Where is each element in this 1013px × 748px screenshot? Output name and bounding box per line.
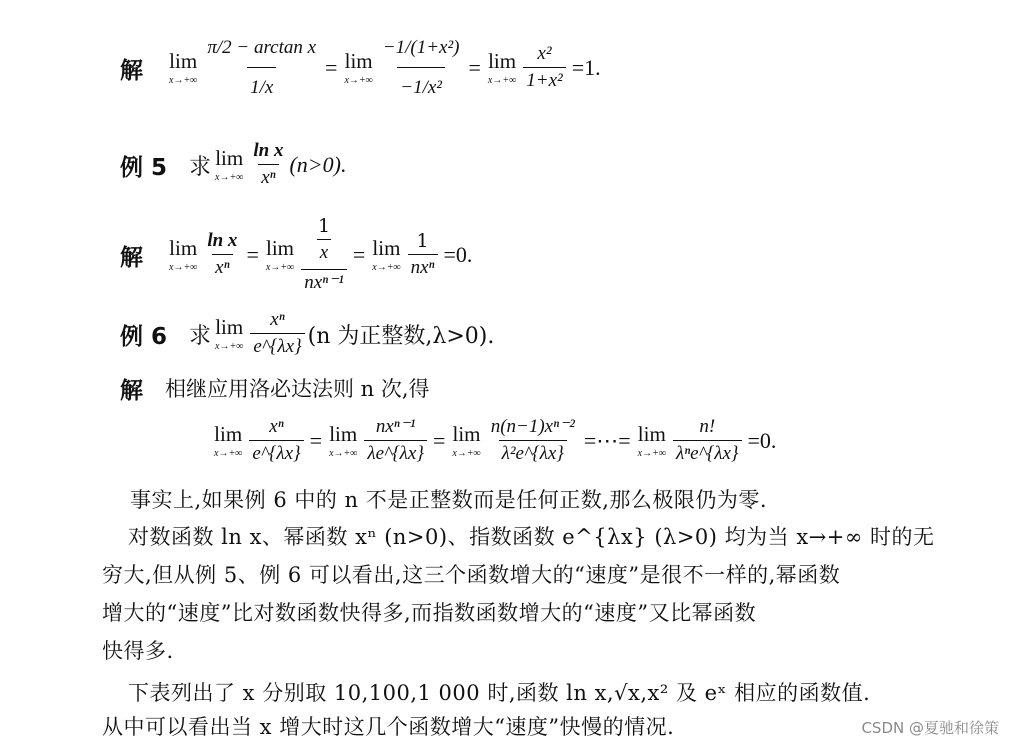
fraction-2: $\frac{\text{−1/(1+x²)}}{\text{−1/x²}}$: [382, 36, 460, 98]
limit-operator: lim x→+∞: [215, 145, 244, 183]
example-label: 例 5: [120, 154, 168, 181]
result: =0.: [443, 242, 473, 267]
example6-solution-equation: lim x→+∞ $\frac{\text{xⁿ}}{e\^{}\{\lambda x\}}$ = lim x→+∞ $\frac{\text{nxⁿ⁻¹}}{\lambda e\^{}\{\lambda x\}}$ = lim x→+∞ $\frac{\text{n(n−1)xⁿ⁻²}}{\text{λ²e\textasciicircum{}\{λx\}}}$ =⋯= lim x→+∞ $\frac{n!}{\text{λⁿe\textasciicircum{}\{λx\}}}$ =0.: [214, 416, 777, 464]
result: =1.: [571, 55, 601, 80]
solution-label: 解: [120, 244, 143, 271]
example-label: 例 6: [120, 323, 168, 350]
prompt-text: 求: [189, 323, 212, 349]
example6-statement: [120, 305, 494, 363]
limit-operator: lim x→+∞: [637, 421, 666, 459]
limit-operator: lim x→+∞: [452, 421, 481, 459]
limit-operator: lim x→+∞: [169, 48, 198, 86]
fraction-1: $\frac{\text{π/2 − arctan x}}{1/x}$: [207, 36, 317, 98]
fraction-1: $\frac{\text{xⁿ}}{e\^{}\{\lambda x\}}$: [249, 417, 303, 465]
fraction: $\frac{\text{ln x}}{\text{xⁿ}}$: [253, 140, 284, 188]
paragraph-2-line-1: 对数函数 ln x、幂函数 xⁿ (n>0)、指数函数 e^{λx} (λ>0) 均为当 x→+∞ 时的无: [128, 525, 935, 549]
fraction-1: $\frac{\text{ln x}}{\text{xⁿ}}$: [207, 230, 238, 278]
limit-operator: lim x→+∞: [215, 314, 244, 352]
example4-solution: 解 lim x→+∞ $\frac{\text{π/2 − arctan x}}{1/x}$ = lim x→+∞ $\frac{\text{−1/(1+x²)}}{\text{−1/x²}}$ = lim x→+∞ $\frac{\text{x²}}{\text{1+x²}}$ =1.: [120, 36, 601, 98]
ellipsis: =⋯=: [583, 428, 631, 453]
limit-operator: lim x→+∞: [372, 235, 401, 273]
solution-text: 相继应用洛必达法则 n 次,得: [165, 377, 430, 401]
example5-solution: 解 lim x→+∞ $\frac{\text{ln x}}{\text{xⁿ}}$ = lim x→+∞ $\frac{\frac{1}{x}}{\text{nxⁿ⁻¹}}$ = lim x→+∞ $\frac{1}{\text{nxⁿ}}$ =0.: [120, 214, 473, 294]
fraction-2: $\frac{\frac{1}{x}}{\text{nxⁿ⁻¹}}$: [301, 216, 347, 295]
condition: (n 为正整数,λ>0).: [307, 323, 495, 349]
fraction: $\frac{\text{xⁿ}}{e\^{}\{\lambda x\}}$: [250, 310, 304, 358]
paragraph-3-line-1: 下表列出了 x 分别取 10,100,1 000 时,函数 ln x,√x,x² 及 eˣ 相应的函数值.: [128, 681, 871, 705]
paragraph-2-line-2: 穷大,但从例 5、例 6 可以看出,这三个函数增大的“速度”是很不一样的,幂函数: [102, 563, 841, 587]
example6-solution-intro: [120, 370, 430, 406]
limit-operator: lim x→+∞: [344, 48, 373, 86]
limit-operator: lim x→+∞: [169, 235, 198, 273]
limit-operator: lim x→+∞: [329, 421, 358, 459]
limit-operator: lim x→+∞: [214, 421, 243, 459]
paragraph-1: 事实上,如果例 6 中的 n 不是正整数而是任何正数,那么极限仍为零.: [130, 488, 768, 512]
limit-operator: lim x→+∞: [265, 235, 295, 273]
fraction-4: $\frac{n!}{\text{λⁿe\textasciicircum{}\{λx\}}}$: [673, 417, 742, 465]
watermark: CSDN @夏驰和徐策: [861, 719, 999, 737]
solution-label: 解: [120, 377, 143, 404]
fraction-3: $\frac{1}{\text{nxⁿ}}$: [408, 231, 438, 279]
prompt-text: 求: [189, 154, 212, 180]
solution-label: 解: [120, 57, 143, 84]
result: =0.: [747, 428, 777, 453]
example5-statement: [120, 135, 346, 195]
condition: (n>0).: [289, 152, 347, 177]
paragraph-2-line-4: 快得多.: [102, 639, 174, 663]
paragraph-3-line-2: 从中可以看出当 x 增大时这几个函数增大“速度”快慢的情况.: [102, 715, 675, 739]
fraction-3: $\frac{\text{n(n−1)xⁿ⁻²}}{\text{λ²e\textasciicircum{}\{λx\}}}$: [490, 416, 575, 464]
paragraph-2-line-3: 增大的“速度”比对数函数快得多,而指数函数增大的“速度”又比幂函数: [102, 601, 757, 625]
fraction-3: $\frac{\text{x²}}{\text{1+x²}}$: [523, 44, 565, 92]
fraction-2: $\frac{\text{nxⁿ⁻¹}}{\lambda e\^{}\{\lambda x\}}$: [364, 417, 427, 465]
limit-operator: lim x→+∞: [487, 48, 517, 86]
